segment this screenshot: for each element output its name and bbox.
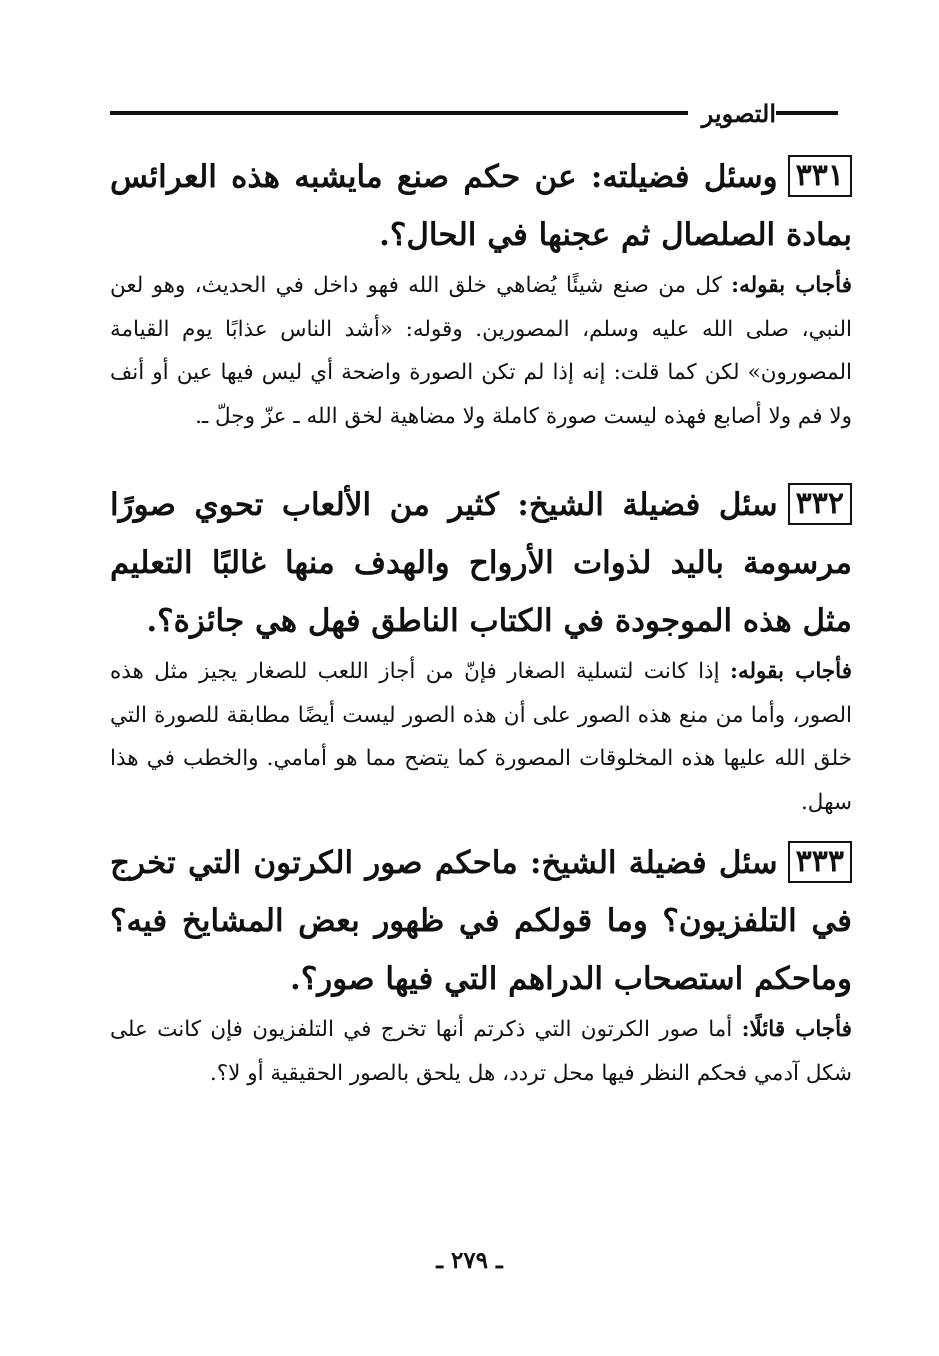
- answer-text-332: إذا كانت لتسلية الصغار فإنّ من أجاز اللعب للصغار يجيز مثل هذه الصور، وأما من منع هذه الصور على أن هذه الصور ليست أيضًا مطابقة للصورة التي خلق الله عليها هذه المخلوقات المصورة كما يتضح مما هو أمامي. والخطب في هذا سهل.: [110, 659, 852, 815]
- page-body: [110, 148, 852, 1095]
- question-number-332: ٣٣٢: [788, 483, 852, 525]
- answer-332: [110, 650, 852, 824]
- header-rule-short: [776, 111, 838, 115]
- question-number-331: ٣٣١: [788, 155, 852, 197]
- answer-lead-333: فأجاب قائلًا:: [741, 1017, 852, 1042]
- question-text-332: سئل فضيلة الشيخ: كثير من الألعاب تحوي صورًا مرسومة باليد لذوات الأرواح والهدف منها غالبًا التعليم مثل هذه الموجودة في الكتاب الناطق فهل هي جائزة؟.: [110, 487, 852, 639]
- section-spacer: [110, 438, 852, 476]
- header-title: التصوير: [701, 98, 776, 128]
- answer-331: [110, 264, 852, 438]
- question-333: [110, 834, 852, 1008]
- running-header: [110, 98, 852, 128]
- section-spacer: [110, 824, 852, 834]
- question-331: [110, 148, 852, 264]
- question-332: [110, 476, 852, 650]
- fatwa-332: [110, 476, 852, 824]
- answer-text-331: كل من صنع شيئًا يُضاهي خلق الله فهو داخل في الحديث، وهو لعن النبي، صلى الله عليه وسلم، المصورين. وقوله: «أشد الناس عذابًا يوم القيامة المصورون» لكن كما قلت: إنه إذا لم تكن الصورة واضحة أي ليس فيها عين أو أنف ولا فم ولا أصابع فهذه ليست صورة كاملة ولا مضاهية لخق الله ـ عزّ وجلّ ـ.: [110, 273, 852, 429]
- header-rule-long: [110, 111, 688, 115]
- fatwa-331: [110, 148, 852, 438]
- fatwa-333: [110, 834, 852, 1095]
- page-number: ـ ٢٧٩ ـ: [436, 1247, 503, 1274]
- answer-lead-332: فأجاب بقوله:: [730, 659, 852, 684]
- answer-text-333: أما صور الكرتون التي ذكرتم أنها تخرج في التلفزيون فإن كانت على شكل آدمي فحكم النظر فيها محل تردد، هل يلحق بالصور الحقيقية أو لا؟.: [110, 1017, 852, 1086]
- question-text-333: سئل فضيلة الشيخ: ماحكم صور الكرتون التي تخرج في التلفزيون؟ وما قولكم في ظهور بعض المشايخ فيه؟ وماحكم استصحاب الدراهم التي فيها صور؟.: [110, 845, 852, 997]
- answer-333: [110, 1008, 852, 1095]
- answer-lead-331: فأجاب بقوله:: [731, 273, 852, 298]
- question-text-331: وسئل فضيلته: عن حكم صنع مايشبه هذه العرائس بمادة الصلصال ثم عجنها في الحال؟.: [110, 159, 852, 253]
- question-number-333: ٣٣٣: [788, 841, 852, 883]
